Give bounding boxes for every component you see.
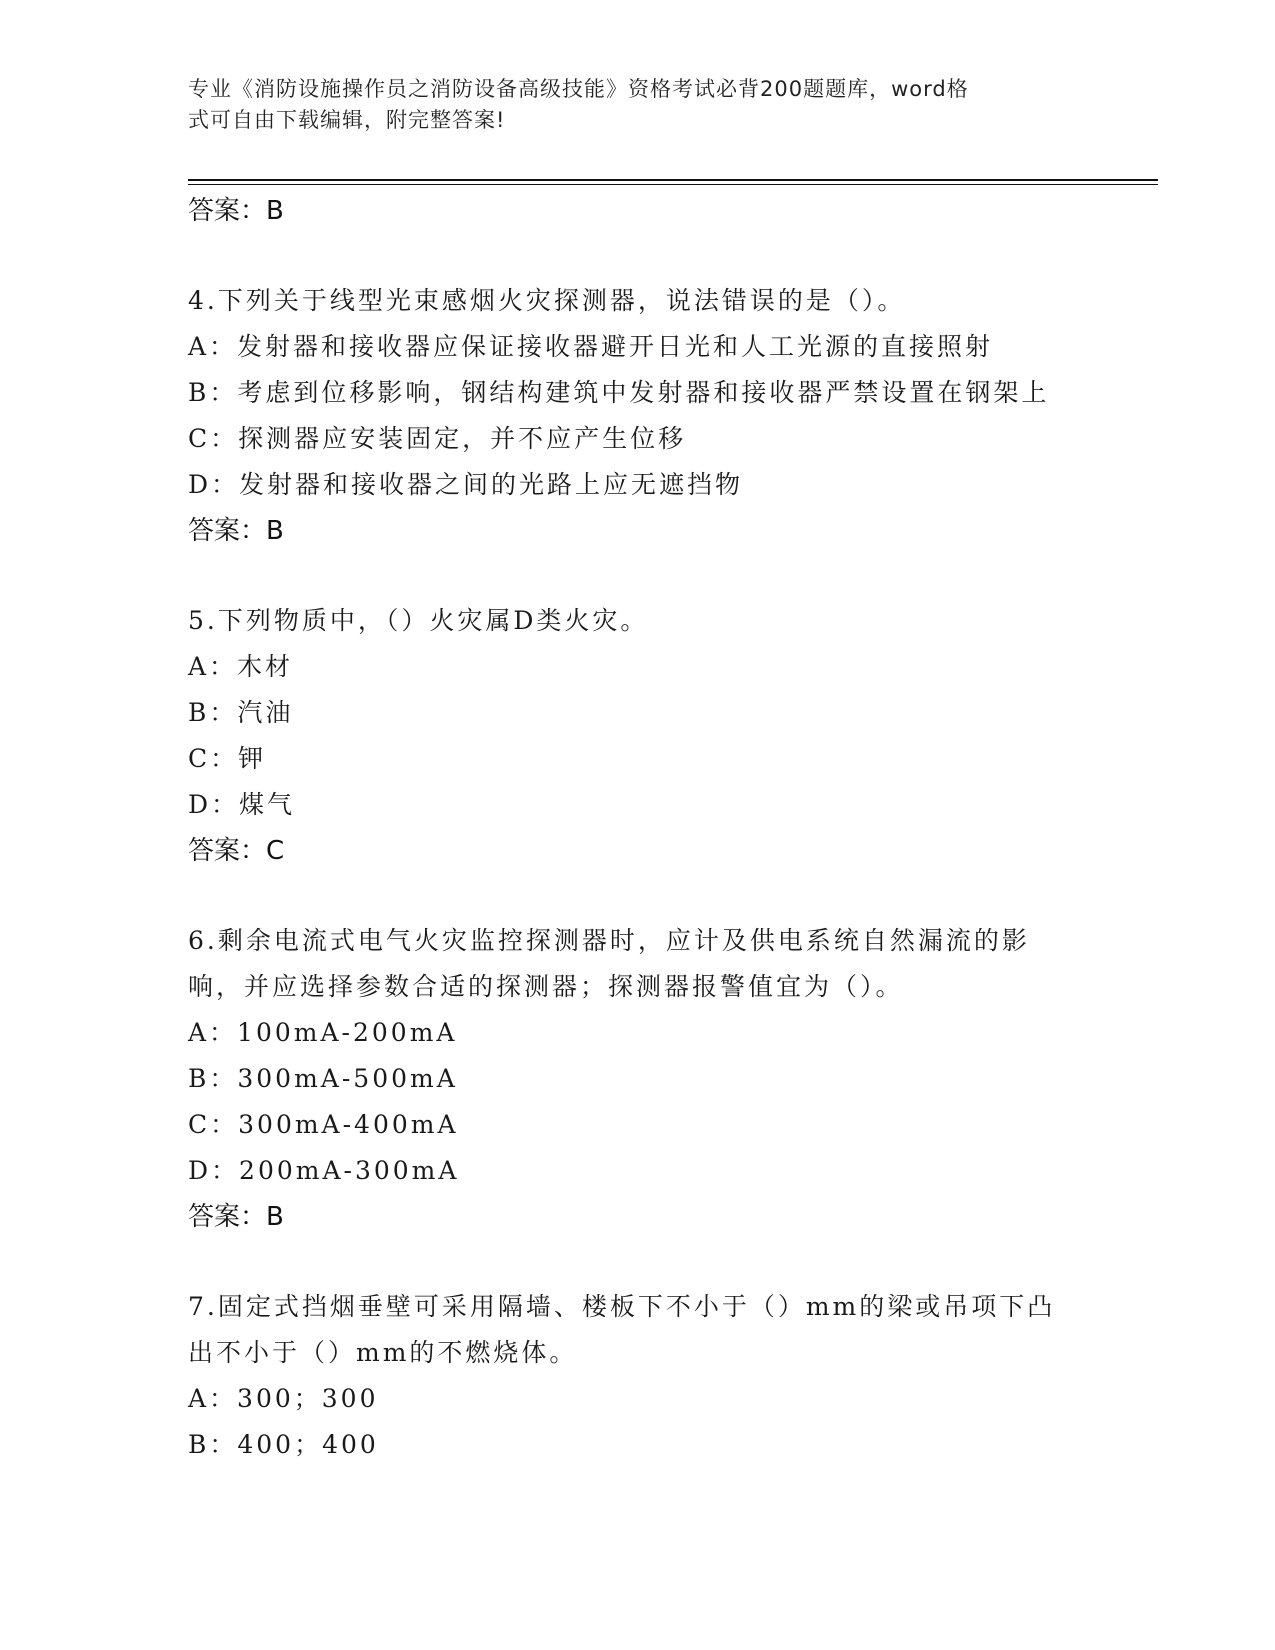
question-4-answer: 答案：B [188,516,284,546]
question-6-stem-line-2: 响，并应选择参数合适的探测器；探测器报警值宜为（）。 [188,972,904,1001]
spacer [188,234,1088,278]
spacer [188,1240,1088,1284]
question-4-option-a: A：发射器和接收器应保证接收器避开日光和人工光源的直接照射 [188,332,994,361]
question-5-option-c: C：钾 [188,744,267,773]
question-list [188,188,1088,1468]
question-5-answer: 答案：C [188,836,285,866]
question-4-option-b: B：考虑到位移影响，钢结构建筑中发射器和接收器严禁设置在钢架上 [188,378,1050,407]
question-6-option-a: A：100mA-200mA [188,1018,458,1047]
question-4-option-d: D：发射器和接收器之间的光路上应无遮挡物 [188,470,744,499]
question-6-stem-line-1: 6.剩余电流式电气火灾监控探测器时，应计及供电系统自然漏流的影 [188,926,1030,955]
spacer [188,874,1088,918]
question-5-option-b: B：汽油 [188,698,294,727]
question-6-answer: 答案：B [188,1202,284,1232]
header-line-1: 专业《消防设施操作员之消防设备高级技能》资格考试必背200题题库，word格 [188,77,969,101]
question-7-option-b: B：400；400 [188,1430,379,1459]
document-header [188,74,1088,136]
question-5-stem: 5.下列物质中，（）火灾属D类火灾。 [188,606,649,635]
question-4-option-c: C：探测器应安装固定，并不应产生位移 [188,424,687,453]
question-7-stem-line-1: 7.固定式挡烟垂壁可采用隔墙、楼板下不小于（）mm的梁或吊项下凸 [188,1292,1056,1321]
question-4 [188,278,1088,554]
question-6-option-b: B：300mA-500mA [188,1064,458,1093]
question-6-option-c: C：300mA-400mA [188,1110,459,1139]
header-line-2: 式可自由下载编辑，附完整答案! [188,108,506,132]
spacer [188,554,1088,598]
header-divider-thin [188,184,1158,185]
question-5-option-a: A：木材 [188,652,294,681]
question-6 [188,918,1088,1240]
answer-prev: 答案：B [188,196,284,226]
question-7 [188,1284,1088,1468]
question-7-stem-line-2: 出不小于（）mm的不燃烧体。 [188,1338,578,1367]
question-5 [188,598,1088,874]
question-6-option-d: D：200mA-300mA [188,1156,460,1185]
question-4-stem: 4.下列关于线型光束感烟火灾探测器，说法错误的是（）。 [188,286,906,315]
question-5-option-d: D：煤气 [188,790,296,819]
header-divider-thick [188,179,1158,181]
question-7-option-a: A：300；300 [188,1384,379,1413]
